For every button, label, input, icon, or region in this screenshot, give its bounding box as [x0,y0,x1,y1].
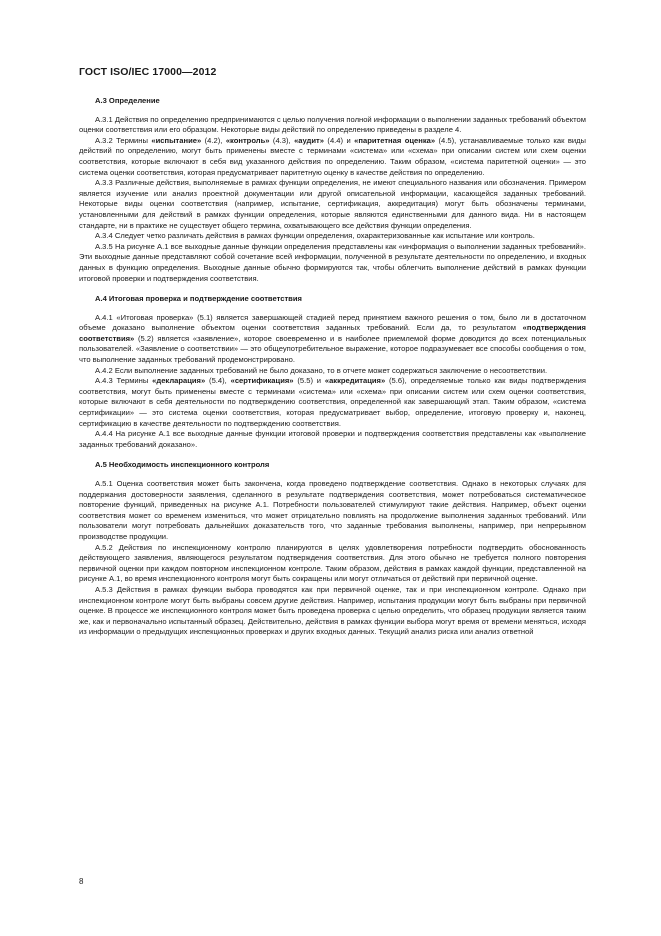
text-run: А.4.2 Если выполнение заданных требований не было доказано, то в отчете может содержаться заключение о несоответствии. [95,365,548,375]
text-run: (4.5), устанавливаемые только как виды действий по определению, могут быть применены вместе с терминами «система» или «схема» при описании систем или схем оценки соответствия, которые включают в себя вид указанного действия по определению. Таким образом, «система паритетной оценки» — это система оценки соответствия, которая предусматривает паритетную оценку в качестве действия по определению. [79,135,587,177]
section-heading: А.5 Необходимость инспекционного контроля [95,460,270,470]
term-bold: «аккредитация» [324,376,386,386]
text-run: А.3.3 Различные действия, выполняемые в рамках функции определения, не имеют специального названия или обозначения. Примером является изучение или анализ проектной документации или другой описательной информации, касающейся заданных требований. Некоторые виды оценки соответствия (например, испытание, сертификация, аккредитация) могут быть обозначены терминами, установленными для действий в рамках функции определения, которые являются единственными для данного вида. Ни в настоящем стандарте, ни в практике не существует общего термина, охватывающего все действия функции определения. [79,178,586,230]
term-bold: «подтверждения соответствия» [79,323,586,343]
paragraph [79,178,586,231]
text-run: (5.4), [205,376,231,386]
text-run: А.3.2 Термины [95,135,152,145]
text-run: (5.2) является «заявление», которое своевременно и в наиболее приемлемой форме доводится до всех потенциальных пользователей. «Заявление о соответствии» — это общеупотребительное выражение, которое подразумевает все способы сообщения о том, что выполнение заданных требований продемонстрировано. [79,333,586,365]
section-heading: А.3 Определение [95,96,160,105]
term-bold: «контроль» [225,135,270,145]
paragraph [79,585,586,638]
paragraph [79,366,586,377]
paragraph [79,543,586,585]
text-run: А.4.4 На рисунке А.1 все выходные данные функции итоговой проверки и подтверждения соответствия представлены как «выполнение заданных требований доказано». [79,429,586,449]
paragraph [79,479,586,543]
term-bold: «сертификация» [230,376,294,386]
term-bold: «декларация» [152,376,206,386]
paragraph [79,313,586,366]
text-run: (5.5) и [293,376,325,386]
text-run: (5.6), определяемые только как виды подтверждения соответствия, могут быть применены вместе с терминами «система» или «схема» при описании систем или схем оценки соответствия, которые включают в себя деятельности по подтверждению соответствия, определенной как завершающий этап. Таким образом, «система сертификации» — это система оценки соответствия, которая предусматривает выбор, определение, итоговую проверку и, наконец, сертификацию в качестве деятельности по подтверждению соответствия. [79,376,586,428]
text-run: А.5.1 Оценка соответствия может быть закончена, когда проведено подтверждение соответствия. Однако в некоторых случаях для поддержания достоверности заявления, сделанного в результате подтверждения соответствия, может потребоваться систематическое повторение функций, приведенных на рисунке А.1. Потребности пользователей стимулируют такие действия. Например, объект оценки соответствия может со временем измениться, что может отрицательно повлиять на продолжение выполнения заданных требований. Или пользователи могут потребовать дальнейших доказательств того, что заданные требования выполнены, например, при непрерывном производстве продукции. [79,479,586,541]
text-run: (4.2), [201,135,226,145]
term-bold: «испытание» [151,135,202,145]
text-run: (4.3), [269,135,295,145]
text-run: А.3.5 На рисунке А.1 все выходные данные функции определения представлены как «информация о выполнении заданных требований». Эти выходные данные представляют собой сочетание всей информации, полученной в результате деятельности по определению, и входных данных в функцию определения. Выходные данные обычно формируются так, чтобы облегчить выполнение действий в рамках функции итоговой проверки и подтверждения соответствия. [79,241,586,283]
term-bold: «паритетная оценка» [354,135,436,145]
text-run: А.3.1 Действия по определению предпринимаются с целью получения полной информации о выполнении заданных требований объектом оценки соответствия или его образцом. Некоторые виды действий по определению приведены в разделе 4. [79,114,586,135]
paragraph [79,231,586,242]
text-run: А.4.1 «Итоговая проверка» (5.1) является завершающей стадией перед принятием важного решения о том, было ли в достаточном объеме доказано выполнение объектом оценки соответствия заданных требований. Если да, то результатом [79,312,586,333]
text-run: А.5.3 Действия в рамках функции выбора проводятся как при первичной оценке, так и при инспекционном контроле. Однако при инспекционном контроле могут быть выбраны совсем другие действия. Например, испытания продукции могут быть выбраны при первичной оценке. В процессе же инспекционного контроля может быть проведена проверка с целью определить, что образец продукции является таким же, как и первоначально испытанный образец. Действительно, действия в рамках функции выбора могут время от времени меняться, исходя из информации о предыдущих инспекционных проверках и других входных данных. Текущий анализ риска или анализ ответной [79,584,586,637]
page-header: ГОСТ ISO/IEC 17000—2012 [79,66,217,78]
document-body [79,92,586,638]
paragraph [79,115,586,136]
paragraph [79,242,586,284]
paragraph [79,376,586,429]
paragraph [79,136,586,178]
page-number: 8 [79,877,84,886]
text-run: (4.4) и [324,135,355,145]
text-run: А.5.2 Действия по инспекционному контролю планируются в целях удовлетворения потребности подтвердить обоснованность действующего заявления, являющегося результатом подтверждения соответствия. Для этого обычно не требуется полного повторения первичной оценки при каждом повторном инспекционном контроле. Таким образом, действия в рамках каждой функции, представленной на рисунке А.1, во время инспекционного контроля могут быть сокращены или могут отличаться от действий при первичной оценке. [79,542,586,584]
text-run: А.3.4 Следует четко различать действия в рамках функции определения, охарактеризованные как испытание или контроль. [95,231,535,241]
term-bold: «аудит» [294,135,324,145]
section-heading: А.4 Итоговая проверка и подтверждение соответствия [95,294,302,304]
paragraph [79,429,586,450]
text-run: А.4.3 Термины [95,376,153,386]
